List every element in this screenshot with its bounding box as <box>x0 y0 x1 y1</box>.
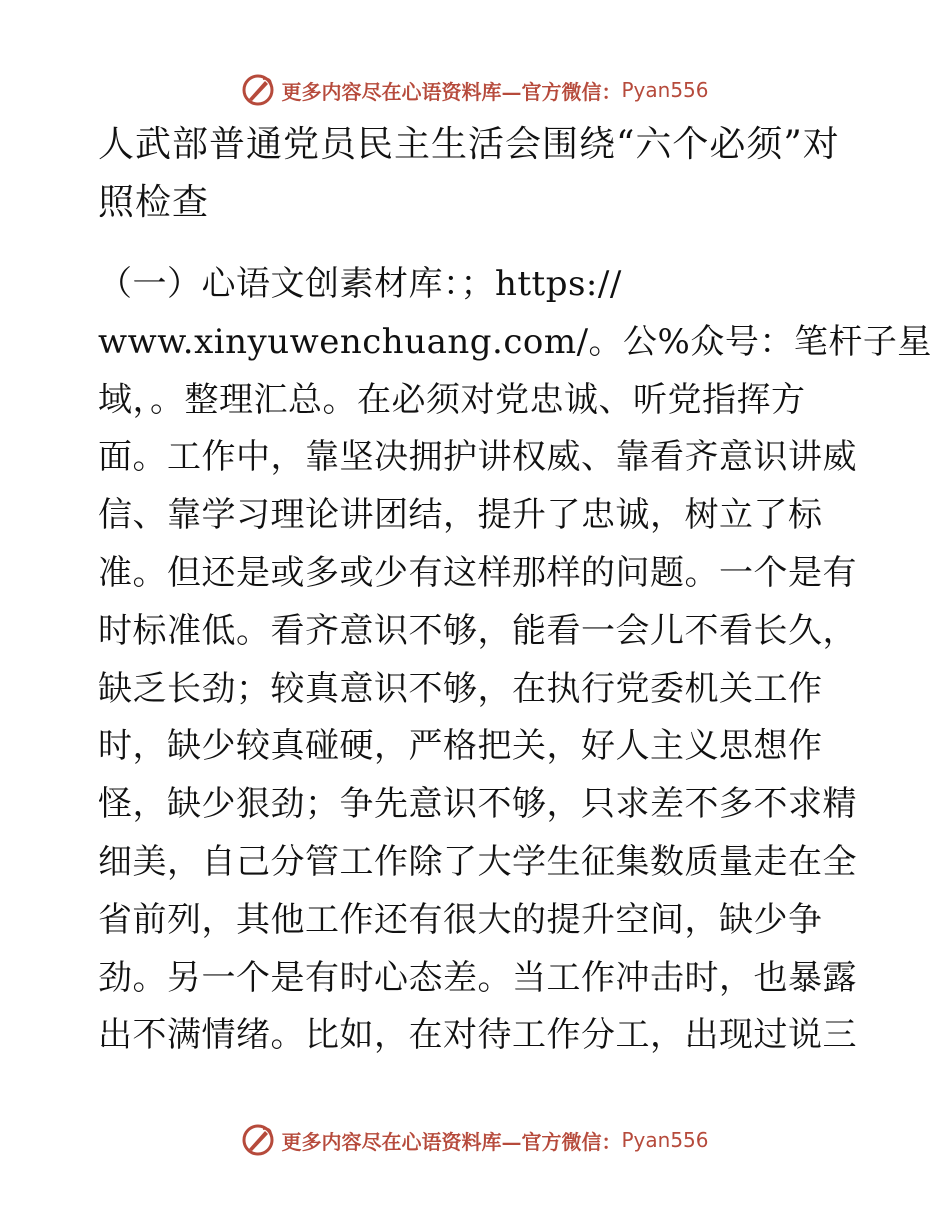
document-title <box>98 116 850 232</box>
footer-watermark <box>0 1120 950 1160</box>
body-line: 出不满情绪。比如，在对待工作分工，出现过说三 <box>98 1015 857 1056</box>
feather-pen-logo-icon <box>241 1123 275 1157</box>
body-line: 劲。另一个是有时心态差。当工作冲击时，也暴露 <box>98 957 857 998</box>
body-line: 域，。整理汇总。在必须对党忠诚、听党指挥方 <box>98 379 806 420</box>
body-line: 准。但还是或多或少有这样那样的问题。一个是有 <box>98 552 857 593</box>
feather-pen-logo-icon <box>241 73 275 107</box>
watermark-text: 更多内容尽在心语资料库—官方微信： <box>281 1129 622 1154</box>
watermark-wechat-id: Pyan556 <box>621 78 709 102</box>
body-line: 省前列，其他工作还有很大的提升空间，缺少争 <box>98 899 823 940</box>
body-line: 信、靠学习理论讲团结，提升了忠诚，树立了标 <box>98 495 823 536</box>
body-line: （一）心语文创素材库：；https:// <box>98 264 622 304</box>
title-line: 照检查 <box>98 182 210 223</box>
body-line: 面。工作中，靠坚决拥护讲权威、靠看齐意识讲威 <box>98 437 857 478</box>
body-line: 缺乏长劲；较真意识不够，在执行党委机关工作 <box>98 668 823 709</box>
watermark-wechat-id: Pyan556 <box>621 1128 709 1152</box>
body-line: 细美，自己分管工作除了大学生征集数质量走在全 <box>98 841 857 882</box>
header-watermark <box>0 70 950 110</box>
document-body <box>98 116 932 1065</box>
body-line: www.xinyuwenchuang.com/。公%众号：笔杆子星 <box>98 321 932 362</box>
body-line: 时，缺少较真碰硬，严格把关，好人主义思想作 <box>98 726 823 767</box>
body-line: 时标准低。看齐意识不够，能看一会儿不看长久， <box>98 610 857 651</box>
watermark-text: 更多内容尽在心语资料库—官方微信： <box>281 79 622 104</box>
title-line: 人武部普通党员民主生活会围绕“六个必须”对 <box>98 124 840 165</box>
body-paragraph <box>98 256 932 1065</box>
body-line: 怪，缺少狠劲；争先意识不够，只求差不多不求精 <box>98 784 857 825</box>
